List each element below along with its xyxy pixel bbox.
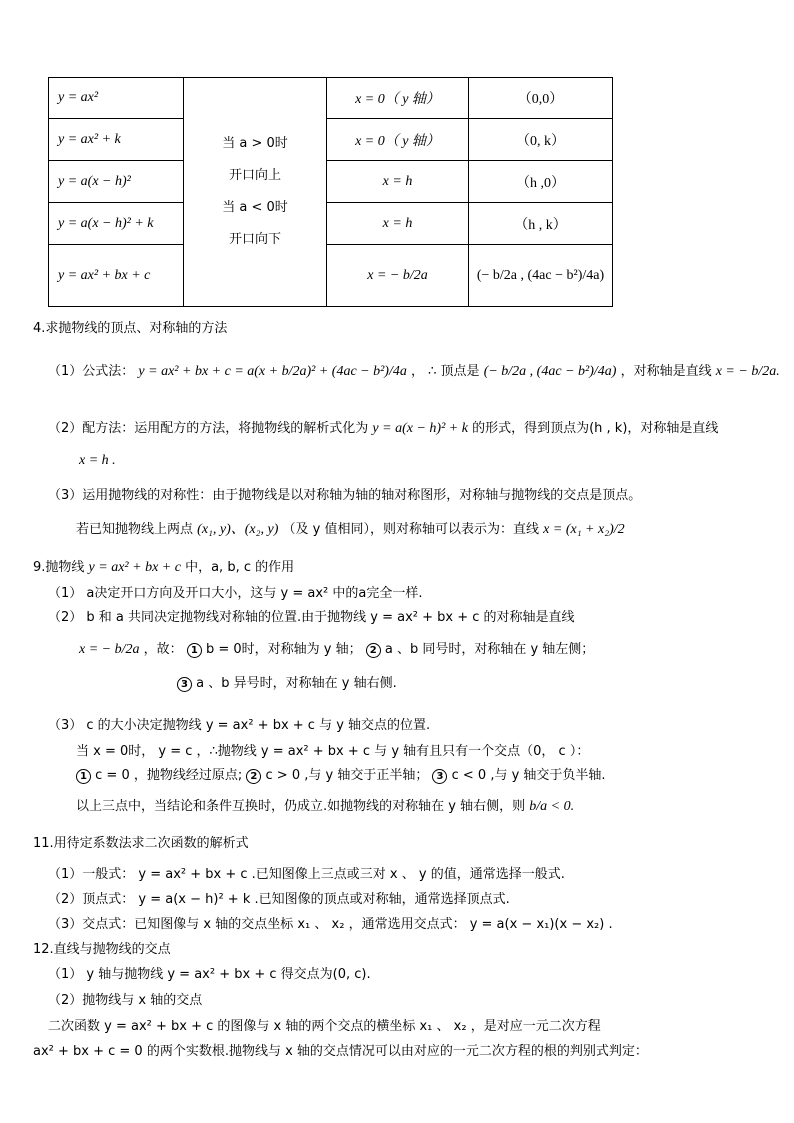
s4-p2-b: 的形式，得到顶点为(h , k)，对称轴是直线	[472, 421, 719, 436]
formula-cell: y = a(x − h)²	[49, 161, 184, 203]
section-4-title: 4.求抛物线的顶点、对称轴的方法	[33, 321, 228, 336]
section-9-title	[33, 556, 294, 576]
s12-l4: ax² + bx + c = 0 的两个实数根.抛物线与 x 轴的交点情况可以由对应的一元二次方程的根的判别式判定：	[33, 1044, 648, 1059]
s4-p2-a: （2）配方法：运用配方的方法，将抛物线的解析式化为	[48, 421, 369, 436]
axis-cell: x = 0（ y 轴）	[327, 119, 469, 161]
s4-p3: （3）运用抛物线的对称性：由于抛物线是以对称轴为轴的轴对称图形，对称轴与抛物线的交点是顶点。	[48, 488, 642, 503]
s9-l3: （3） c 的大小决定抛物线 y = ax² + bx + c 与 y 轴交点的位置.	[48, 718, 431, 733]
condition-line: 开口向下	[228, 232, 281, 247]
s11-l1: （1）一般式： y = ax² + bx + c .已知图像上三点或三对 x 、 y 的值，通常选择一般式.	[48, 867, 565, 882]
s4-p1-formula: y = ax² + bx + c = a(x + b/2a)² + (4ac − b²)/4a	[138, 364, 407, 379]
circled-number-3: 3	[177, 677, 192, 692]
axis-cell: x = 0（ y 轴）	[327, 78, 469, 119]
s9-l2b-c1: b = 0时，对称轴为 y 轴；	[205, 642, 362, 657]
s4-p1-tail: ，对称轴是直线	[620, 364, 712, 379]
section-12-title: 12.直线与抛物线的交点	[33, 942, 171, 957]
axis-cell: x = h	[327, 161, 469, 203]
s4-p1-mid: ， ∴ 顶点是	[411, 364, 480, 379]
s9-l2c	[177, 672, 397, 692]
s4-p3b	[76, 518, 625, 538]
s12-l1: （1） y 轴与抛物线 y = ax² + bx + c 得交点为(0, c).	[48, 967, 371, 982]
s9-l3d-formula: b/a < 0.	[529, 799, 575, 814]
s9-l3d	[76, 795, 574, 815]
s12-l3: 二次函数 y = ax² + bx + c 的图像与 x 轴的两个交点的横坐标 x₁ 、 x₂ ，是对应一元二次方程	[48, 1019, 601, 1034]
s11-l2: （2）顶点式： y = a(x − h)² + k .已知图像的顶点或对称轴，通常选择顶点式.	[48, 892, 510, 907]
circled-number-3: 3	[432, 769, 447, 784]
circled-number-1: 1	[187, 643, 202, 658]
vertex-cell: （0, k）	[469, 119, 613, 161]
s9-l2b	[79, 638, 594, 658]
s11-l3: （3）交点式：已知图像与 x 轴的交点坐标 x₁ 、 x₂ ，通常选用交点式： y = a(x − x₁)(x − x₂) .	[48, 917, 613, 932]
s9-title-b: 中，a, b, c 的作用	[185, 560, 295, 575]
s9-l3c	[76, 764, 606, 784]
condition-line: 当 a > 0时	[222, 136, 288, 151]
formula-cell: y = ax² + bx + c	[49, 245, 184, 307]
s4-p1-vertex: (− b/2a , (4ac − b²)/4a)	[483, 364, 617, 379]
section-11-title: 11.用待定系数法求二次函数的解析式	[33, 836, 249, 851]
circled-number-2: 2	[366, 643, 381, 658]
s9-l1: （1） a决定开口方向及开口大小，这与 y = ax² 中的a完全一样.	[48, 586, 423, 601]
s9-title-a: 9.抛物线	[33, 560, 85, 575]
parabola-table	[48, 77, 613, 307]
condition-line: 当 a < 0时	[222, 200, 288, 215]
axis-cell: x = − b/2a	[327, 245, 469, 307]
formula-cell: y = ax²	[49, 78, 184, 119]
s4-p1	[48, 360, 780, 380]
s9-l2b-a: ，故：	[143, 642, 183, 657]
vertex-cell: （h ,0）	[469, 161, 613, 203]
formula-cell: y = a(x − h)² + k	[49, 203, 184, 245]
vertex-cell: （0,0）	[469, 78, 613, 119]
s9-l2b-axis: x = − b/2a	[79, 642, 140, 657]
s9-l3c-1: c = 0 ，抛物线经过原点;	[95, 768, 243, 783]
s9-l2c-c3: a 、b 异号时，对称轴在 y 轴右侧.	[196, 676, 397, 691]
s9-title-formula: y = ax² + bx + c	[88, 560, 181, 575]
vertex-cell: (− b/2a , (4ac − b²)/4a)	[469, 245, 613, 307]
s9-l3b: 当 x = 0时， y = c ，∴抛物线 y = ax² + bx + c 与 y 轴有且只有一个交点（0， c ）：	[76, 744, 590, 759]
s9-l2b-c2: a 、b 同号时，对称轴在 y 轴左侧；	[384, 642, 595, 657]
vertex-cell: （h , k）	[469, 203, 613, 245]
axis-cell: x = h	[327, 203, 469, 245]
s9-l3c-3: c < 0 ,与 y 轴交于负半轴.	[451, 768, 606, 783]
condition-cell	[184, 78, 327, 307]
formula-cell: y = ax² + k	[49, 119, 184, 161]
s9-l2: （2） b 和 a 共同决定抛物线对称轴的位置.由于抛物线 y = ax² + bx + c 的对称轴是直线	[48, 610, 575, 625]
s4-p2	[48, 417, 718, 437]
circled-number-2: 2	[246, 769, 261, 784]
s4-p3b-a: 若已知抛物线上两点	[76, 522, 194, 537]
s9-l3c-2: c > 0 ,与 y 轴交于正半轴；	[265, 768, 429, 783]
s4-p2-formula: y = a(x − h)² + k	[372, 421, 468, 436]
s4-p1-label: （1）公式法：	[48, 364, 135, 379]
s4-p2-c: x = h .	[79, 453, 116, 468]
s4-p1-axis: x = − b/2a.	[715, 364, 780, 379]
s4-p3b-b: （及 y 值相同），则对称轴可以表示为：直线	[282, 522, 540, 537]
circled-number-1: 1	[76, 769, 91, 784]
s12-l2: （2）抛物线与 x 轴的交点	[48, 993, 203, 1008]
s9-l3d-text: 以上三点中，当结论和条件互换时，仍成立.如抛物线的对称轴在 y 轴右侧，则	[76, 799, 526, 814]
condition-line: 开口向上	[228, 168, 281, 183]
s4-p3b-formula: x = (x₁ + x₂)/2	[543, 522, 625, 537]
s4-p3b-pts: (x₁, y)、(x₂, y)	[197, 522, 279, 537]
